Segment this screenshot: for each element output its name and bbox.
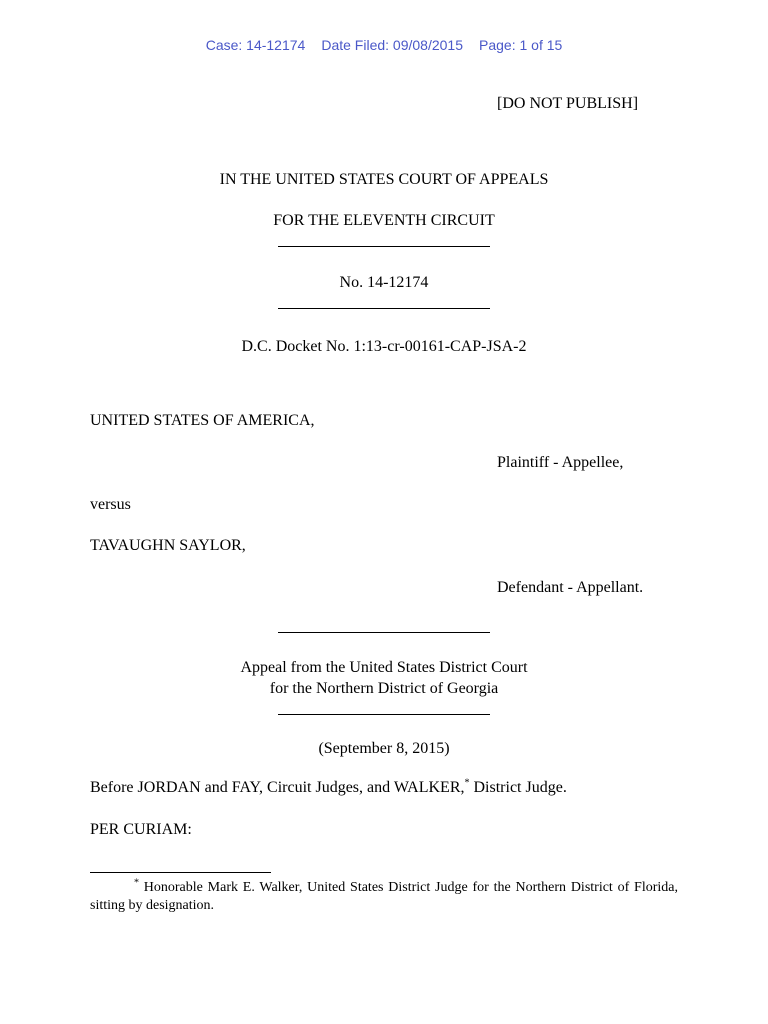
decision-date: (September 8, 2015) — [318, 740, 450, 757]
header-case: Case: 14-12174 — [205, 37, 306, 53]
page-header — [0, 37, 768, 53]
panel-line — [90, 777, 567, 798]
footnote-marker: * — [464, 777, 470, 789]
separator-rule — [278, 714, 490, 715]
header-page: Page: 1 of 15 — [479, 37, 563, 53]
panel-tail: District Judge. — [469, 779, 567, 796]
defendant-role: Defendant - Appellant. — [497, 579, 644, 596]
court-name-line1: IN THE UNITED STATES COURT OF APPEALS — [219, 171, 549, 188]
versus-label: versus — [90, 496, 131, 513]
per-curiam-label: PER CURIAM: — [90, 821, 192, 838]
separator-rule — [278, 632, 490, 633]
appeal-line1: Appeal from the United States District Court — [240, 659, 528, 676]
footnote-marker: * — [134, 877, 139, 889]
footnote-rule — [90, 872, 271, 873]
separator-rule — [278, 246, 490, 247]
appeal-line2: for the Northern District of Georgia — [269, 680, 499, 697]
plaintiff-role: Plaintiff - Appellee, — [497, 454, 624, 471]
footnote-text: Honorable Mark E. Walker, United States District Judge for the Northern District of Florida, sitting by designation. — [90, 880, 678, 913]
case-number: No. 14-12174 — [339, 274, 429, 291]
court-name-line2: FOR THE ELEVENTH CIRCUIT — [273, 212, 495, 229]
docket-number: D.C. Docket No. 1:13-cr-00161-CAP-JSA-2 — [241, 338, 527, 355]
footnote — [90, 879, 678, 915]
plaintiff-name: UNITED STATES OF AMERICA, — [90, 412, 315, 429]
header-date-filed: Date Filed: 09/08/2015 — [321, 37, 463, 53]
defendant-name: TAVAUGHN SAYLOR, — [90, 537, 246, 554]
publish-notice: [DO NOT PUBLISH] — [497, 95, 639, 112]
separator-rule — [278, 308, 490, 309]
panel-text: Before JORDAN and FAY, Circuit Judges, and WALKER, — [90, 779, 465, 796]
